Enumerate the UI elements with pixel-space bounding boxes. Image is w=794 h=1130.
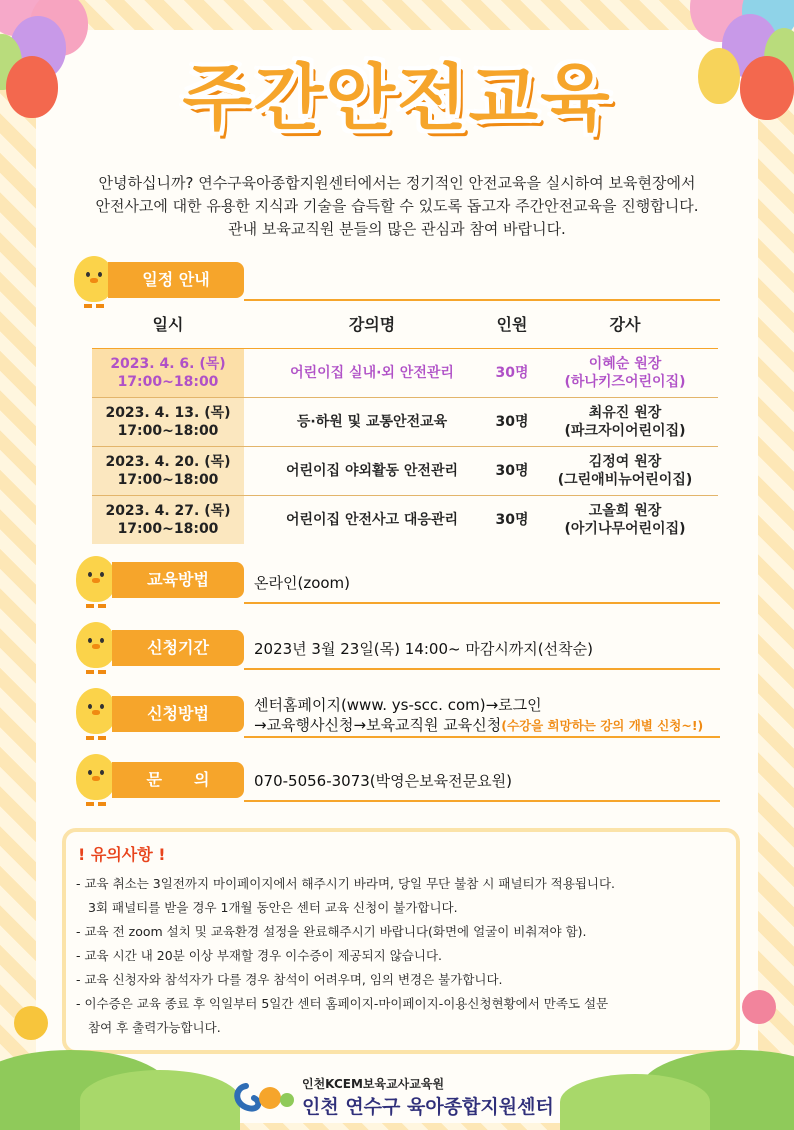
chick-icon <box>76 556 116 604</box>
chick-icon <box>76 754 116 802</box>
intro-line: 안녕하십니까? 연수구육아종합지원센터에서는 정기적인 안전교육을 실시하여 보육현장에서 <box>98 174 696 192</box>
notes-box <box>62 828 740 1054</box>
count-cell: 30명 <box>495 414 529 430</box>
count-cell: 30명 <box>495 463 529 479</box>
method-label: 교육방법 <box>112 562 244 598</box>
divider <box>244 668 720 670</box>
contact-value: 070-5056-3073(박영은보육전문요원) <box>254 772 512 790</box>
org-name: 인천 연수구 육아종합지원센터 <box>302 1096 554 1118</box>
instructor-cell: 최유진 원장 (파크자이어린이집) <box>564 405 686 439</box>
intro-line: 관내 보육교직원 분들의 많은 관심과 참여 바랍니다. <box>228 220 566 238</box>
list-item: - 교육 취소는 3일전까지 마이페이지에서 해주시기 바라며, 당일 무단 불참 시 패널티가 적용됩니다. <box>76 876 616 891</box>
header-instructor: 강사 <box>609 315 641 334</box>
notes-title: ! 유의사항 ! <box>78 845 166 864</box>
lecture-cell: 어린이집 야외활동 안전관리 <box>285 463 459 479</box>
list-item: - 이수증은 교육 종료 후 익일부터 5일간 센터 홈페이지-마이페이지-이용신청현황에서 만족도 설문 <box>76 996 609 1011</box>
list-item: - 교육 신청자와 참석자가 다를 경우 참석이 어려우며, 임의 변경은 불가합니다. <box>76 972 503 987</box>
page-title: 주간안전교육 <box>182 56 612 140</box>
date-cell: 2023. 4. 6. (목) 17:00~18:00 <box>92 349 244 397</box>
date-cell: 2023. 4. 27. (목) 17:00~18:00 <box>92 496 244 544</box>
apply-label: 신청방법 <box>112 696 244 732</box>
center-logo-icon <box>232 1078 296 1116</box>
list-item: 3회 패널티를 받을 경우 1개월 동안은 센터 교육 신청이 불가합니다. <box>88 900 458 915</box>
apply-line2 <box>254 714 703 735</box>
schedule-label: 일정 안내 <box>108 262 244 298</box>
table-row <box>92 349 718 398</box>
divider <box>244 736 720 738</box>
apply-note: (수강을 희망하는 강의 개별 신청~!) <box>501 718 704 733</box>
list-item: 참여 후 출력가능합니다. <box>88 1020 221 1035</box>
method-value: 온라인(zoom) <box>254 574 351 592</box>
date-cell: 2023. 4. 20. (목) 17:00~18:00 <box>92 447 244 495</box>
list-item: - 교육 시간 내 20분 이상 부재할 경우 이수증이 제공되지 않습니다. <box>76 948 442 963</box>
count-cell: 30명 <box>495 365 529 381</box>
table-row <box>92 496 718 544</box>
date-cell: 2023. 4. 13. (목) 17:00~18:00 <box>92 398 244 446</box>
org-name-small: 인천KCEM보육교사교육원 <box>302 1077 445 1091</box>
instructor-cell: 김정여 원장 (그린애비뉴어린이집) <box>557 454 693 488</box>
apply-line1: 센터홈페이지(www. ys-scc. com)→로그인 <box>254 696 542 714</box>
lecture-cell: 등·하원 및 교통안전교육 <box>296 414 448 430</box>
chick-icon <box>76 688 116 736</box>
header-date: 일시 <box>152 315 184 334</box>
table-row <box>92 447 718 496</box>
apply-steps: →교육행사신청→보육교직원 교육신청 <box>254 716 502 734</box>
notes-list <box>76 872 726 1040</box>
intro-text <box>70 172 724 241</box>
period-value: 2023년 3월 23일(목) 14:00~ 마감시까지(선착순) <box>254 640 593 658</box>
divider <box>244 299 720 301</box>
list-item: - 교육 전 zoom 설치 및 교육환경 설정을 완료해주시기 바랍니다(화면에 얼굴이 비춰져야 함). <box>76 924 587 939</box>
instructor-cell: 고올희 원장 (아기나무어린이집) <box>564 503 686 537</box>
instructor-cell: 이혜순 원장 (하나키즈어린이집) <box>564 356 686 390</box>
table-row <box>92 398 718 447</box>
chick-icon <box>76 622 116 670</box>
lecture-cell: 어린이집 안전사고 대응관리 <box>285 512 459 528</box>
intro-line: 안전사고에 대한 유용한 지식과 기술을 습득할 수 있도록 돕고자 주간안전교육을 진행합니다. <box>95 197 699 215</box>
header-count: 인원 <box>496 315 528 334</box>
divider <box>244 800 720 802</box>
lecture-cell: 어린이집 실내·외 안전관리 <box>290 365 454 381</box>
divider <box>244 602 720 604</box>
count-cell: 30명 <box>495 512 529 528</box>
contact-label: 문 의 <box>112 762 244 798</box>
header-lecture: 강의명 <box>348 315 396 334</box>
period-label: 신청기간 <box>112 630 244 666</box>
